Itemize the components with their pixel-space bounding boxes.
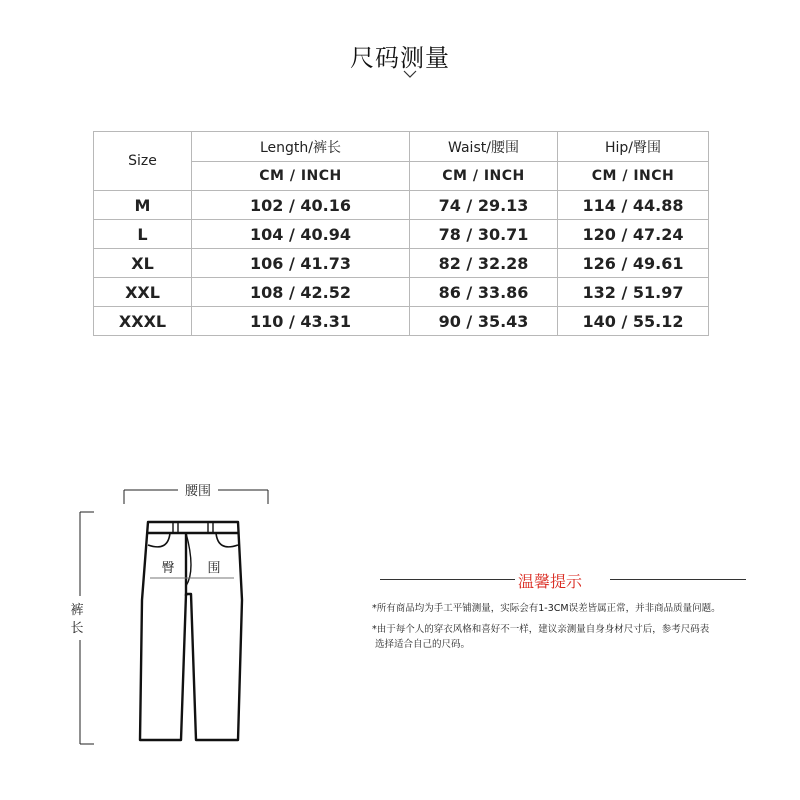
waist-cell: 82 / 32.28 [410,249,558,278]
hip-cell: 132 / 51.97 [558,278,709,307]
page-title: 尺码测量 [350,44,450,72]
pants-icon [140,522,242,740]
hip-cell: 140 / 55.12 [558,307,709,336]
hip-cell: 126 / 49.61 [558,249,709,278]
waist-label: 腰围 [184,484,212,499]
length-label-2: 长 [70,621,84,636]
size-cell: M [94,191,192,220]
size-cell: L [94,220,192,249]
waist-cell: 86 / 33.86 [410,278,558,307]
tips-title: 温馨提示 [517,572,582,591]
waist-cell: 74 / 29.13 [410,191,558,220]
hip-units: CM / INCH [558,162,709,191]
hip-column-header: Hip/臀围 [558,132,709,162]
length-label-1: 裤 [70,603,84,618]
length-cell: 106 / 41.73 [192,249,410,278]
hip-cell: 114 / 44.88 [558,191,709,220]
size-cell: XL [94,249,192,278]
tip-line-3: 选择适合自己的尺码。 [372,639,471,650]
length-cell: 104 / 40.94 [192,220,410,249]
tip-line-2: *由于每个人的穿衣风格和喜好不一样，建议亲测量自身身材尺寸后，参考尺码表 [372,624,710,635]
tips-divider-right [610,579,746,580]
size-cell: XXL [94,278,192,307]
waist-cell: 78 / 30.71 [410,220,558,249]
waist-cell: 90 / 35.43 [410,307,558,336]
size-cell: XXXL [94,307,192,336]
waist-column-header: Waist/腰围 [410,132,558,162]
length-cell: 110 / 43.31 [192,307,410,336]
length-cell: 102 / 40.16 [192,191,410,220]
length-column-header: Length/裤长 [192,132,410,162]
hip-label-2: 围 [207,561,221,576]
waist-units: CM / INCH [410,162,558,191]
length-units: CM / INCH [192,162,410,191]
hip-label-1: 臀 [161,561,175,576]
length-cell: 108 / 42.52 [192,278,410,307]
tip-line-1: *所有商品均为手工平铺测量，实际会有1-3CM误差皆属正常，并非商品质量问题。 [372,603,721,614]
hip-cell: 120 / 47.24 [558,220,709,249]
size-column-header: Size [94,132,192,191]
tips-divider-left [380,579,515,580]
